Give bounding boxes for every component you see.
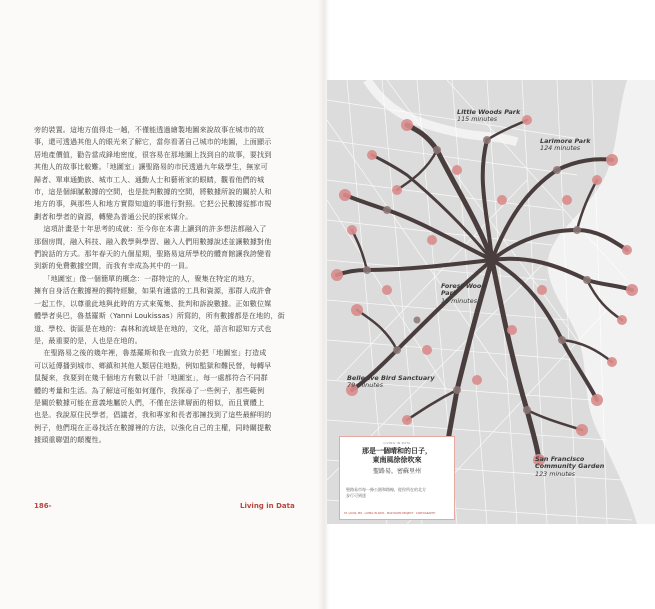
page-number: 186-: [34, 502, 52, 510]
card-title: 那是一個晴和的日子， 東南風徐徐吹來: [362, 447, 432, 464]
text-line: 地方的事，與那些人和地方實際知道的事進行對照。它把公民數據從都市規: [34, 199, 272, 209]
card-footer: ST. LOUIS, MO · LIVING IN DATA · MAP ROOM PROJECT · CARTOGRAPHY: [344, 512, 436, 515]
text-line: 也是。我說原住民學者，倡議者，我和專家和長者那擁找到了這些最鮮明的: [34, 410, 272, 420]
text-line: 們說話的方式。那年春天的九個星期，聖路易這所學校的體育館讓我誇變看: [34, 249, 272, 259]
card-kicker: LIVING IN DATA: [383, 441, 411, 445]
card-description: 聖路易市每一條公園和路線，從你所在的北方 步行可到達: [346, 487, 426, 498]
text-line: 擁有自身活在數據裡的獨特經驗，如果有適當的工具和資源，那群人成許會: [34, 286, 272, 296]
text-line: 劃者和學者的資源，轉變為普通公民的探索媒介。: [34, 211, 193, 221]
text-line: 那個房間，融入科技、融入教學與學習、融入人們用數據說述並讓數據對他: [34, 236, 272, 246]
text-line: 是，最重要的是，人也是在地的。: [34, 335, 142, 345]
label-little-woods-park: Little Woods Park 115 minutes: [457, 108, 521, 124]
card-subtitle: 聖路易，密蘇里州: [372, 468, 421, 475]
body-text: [34, 124, 296, 447]
text-line: 歸者、單車通勤族、城市工人、通勤人士和藝術家的眼睛，觀看他們的城: [34, 174, 265, 184]
text-line: 其他人的故事比較難。「地圖室」讓聖路易的市民透過九年級學生，無家可: [34, 162, 268, 172]
label-san-francisco-community-garden: San Francisco Community Garden 123 minutes: [535, 455, 605, 478]
text-line: 可以延傳播到城市、鄉鎮和其他人類居住地點，例如監獄和難民營，每轉早: [34, 360, 272, 370]
label-forest-wood-park: Forest Wood Park 15 minutes: [441, 282, 486, 305]
text-line: 一起工作，以尊重此地與此時的方式來蒐集、批判和訴說數據。正如數位媒: [34, 298, 272, 308]
text-line: 體學者吳巴，魯基羅斯（Yanni Loukissas）所寫的，所有數據都是在地的，街: [34, 311, 285, 321]
text-line: 道、學校、街區是在地的：森林和流域是在地的，文化，語言和認知方式也: [34, 323, 272, 333]
text-line: 是關於數據可能在意義地屬於人們，不僅在法律層面的相似，而且實體上: [34, 397, 265, 407]
label-bellerive-bird-sanctuary: Bellerive Bird Sanctuary 79 minutes: [347, 374, 435, 390]
text-line: 市，這是個細膩數據的空間，也是批判數據的空間，將數據所說的關於人和: [34, 187, 272, 197]
text-line: 「地圖室」像一個簡單的概念：一群特定的人，聚集在特定的地方，: [34, 273, 260, 283]
text-line: 例子，他們現在正尋找活在數據裡的方法，以強化自己的主權，同時關提數: [34, 422, 272, 432]
label-larimore-park: Larimore Park 124 minutes: [540, 137, 591, 153]
map-caption-card: [339, 436, 455, 520]
text-line: 鼠擬來，我要到在幾千個地方有數以千計「地圖室」，每一處都符合不同群: [34, 373, 268, 383]
text-line: 據頭重聯盟的顛覆性。: [34, 435, 106, 445]
text-line: 到新的免費數據空間，而我有幸成為其中的一員。: [34, 261, 193, 271]
text-line: 在聖路易之後的幾年裡，魯基羅斯和我一直致力於把「地圖室」打造成: [34, 348, 267, 358]
running-title: Living in Data: [240, 502, 295, 510]
text-line: 居地產價值，勸告當成鋒地密度，很容易在那地圖上找到自的故事，要找到: [34, 149, 272, 159]
text-line: 這項計畫是十年思考的成就：至今你在本書上讀到的許多想法都融入了: [34, 224, 267, 234]
text-line: 體的考量和生活。為了解這可能如何運作，我探尋了一些例子，那些範例: [34, 385, 265, 395]
text-line: 旁的裝置。這地方值得走一趟，不僅能透過繪製地圖來說故事在城市的故: [34, 125, 265, 134]
text-line: 事，還可透過其他人的眼光來了解它，當你看著自己城市的地圖，上面顯示: [34, 137, 272, 147]
